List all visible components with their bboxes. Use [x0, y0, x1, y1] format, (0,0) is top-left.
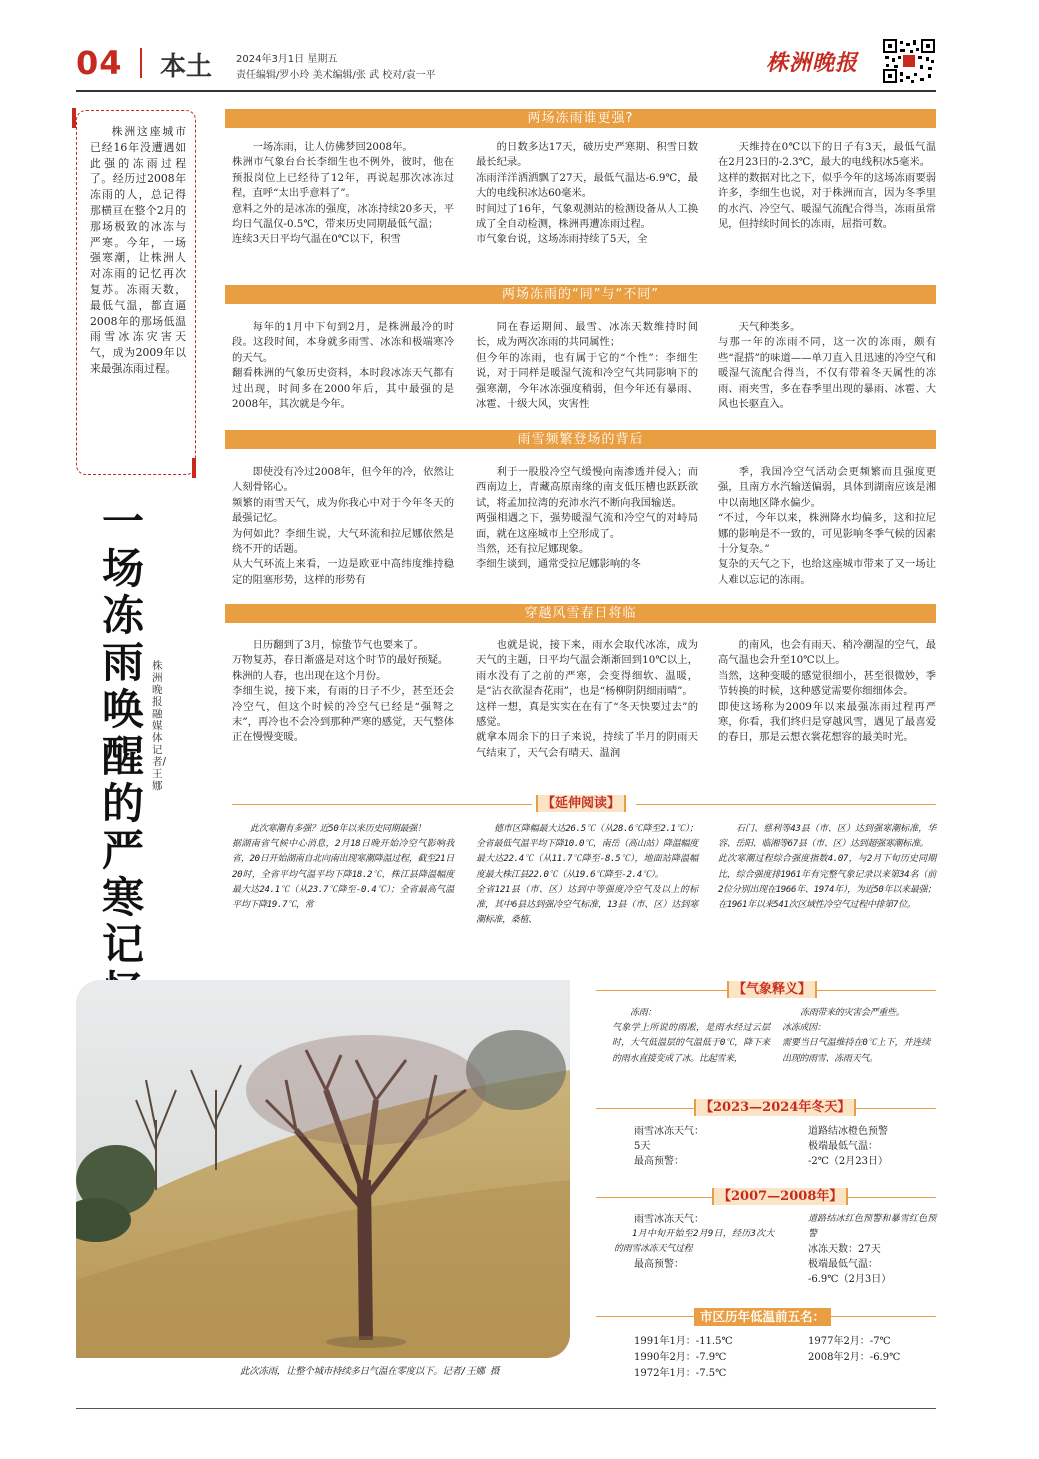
s1-col1: 一场冻雨，让人仿佛梦回2008年。 株洲市气象台台长李细生也不例外，彼时，他在预报岗位上已经待了12年，再说起那次冰冻过程，直呼“太出乎意料了”。 意料之外的是冰冻的强度，冰冻持续20多天，平均日气温仅-0.5℃，带来历史同期最低气温； 连续3天日平均气温在0℃以下，积雪: [232, 141, 454, 246]
ext-col2: 德市区降幅最大达26.5℃（从28.6℃降至2.1℃）；全省最低气温平均下降10.0℃，南岳（高山站）降温幅度最大达22.4℃（从11.7℃降至-8.5℃），地面站降温幅度最大株江县22.0℃（从19.6℃降至-2.4℃）。 全省121县（市、区）达到中等强度冷空气及以上的标准，其中6县达到强冷空气标准，13县（市、区）达到寒潮标准，桑植、: [476, 824, 698, 926]
byline: 株洲晚报融媒体记者/王娜: [152, 660, 167, 792]
extended-rule-right: [636, 804, 936, 805]
section-name: 本土: [160, 52, 213, 82]
glossary-title: 【气象释义】: [727, 981, 817, 998]
s2-col1: 每年的1月中下旬到2月，是株洲最冷的时段。这段时间，本身就多雨雪、冰冻和极端寒冷的天气。 翻看株洲的气象历史资料，本时段冰冻天气都有过出现，时间多在2000年后，其中最强的是2008年，其次就是今年。: [232, 321, 454, 411]
w2007-title: 【2007—2008年】: [712, 1188, 848, 1205]
s1-col3: 天维持在0℃以下的日子有3天，最低气温在2月23日的-2.3℃，最大的电线积冰5毫米。 这样的数据对比之下，似乎今年的这场冻雨要弱许多，李细生也说，对于株洲而言，因为冬季里的水汽、冷空气、暖湿气流配合得当，冻雨虽常见，但持续时间长的冻雨，屈指可数。: [718, 141, 936, 231]
extended-rule-left: [232, 804, 532, 805]
section-bar-3: 雨雪频繁登场的背后: [225, 430, 936, 449]
w2007-left: [614, 1212, 774, 1272]
w2023-label-days: 雨雪冰冻天气：: [634, 1126, 704, 1137]
s2-col2: 同在春运期间、最雪、冰冻天数维持时间长，成为两次冻雨的共同属性； 但今年的冻雨，也有属于它的“个性”：李细生说，对于同样是暖湿气流和冷空气共同影响下的强寒潮，今年冰冻强度稍弱，但今年还有暴雨、冰雹、十级大风，灾害性: [476, 321, 698, 411]
top5-item-4: 2008年2月：-6.9℃: [808, 1352, 901, 1363]
w2007-value-min: -6.9℃（2月3日）: [808, 1274, 892, 1286]
logo-text: 株洲晚报: [766, 50, 859, 76]
w2007-right: [808, 1212, 936, 1287]
top5-item-5: 1972年1月：-7.5℃: [634, 1368, 727, 1379]
section-bar-4: 穿越风雪春日将临: [225, 604, 936, 623]
s1-col2: 的日数多达17天，破历史严寒期、积雪日数最长纪录。 冻雨洋洋洒洒飘了27天，最低气温达-6.9℃，最大的电线积冰达60毫米。 时间过了16年，气象观测站的检测设备从人工换成了全自动检测，株洲再遭冻雨过程。 市气象台说，这场冻雨持续了5天，全: [476, 141, 698, 246]
date-line: 2024年3月1日 星期五: [236, 54, 338, 65]
photo: [76, 980, 570, 1358]
s3-col3: 季，我国冷空气活动会更频繁而且强度更强，且南方水汽输送偏弱，具体到湖南应该是湘中以南地区降水偏少。 “不过，今年以来，株洲降水均偏多，这和拉尼娜的影响是不一致的，可见影响冬季气候的因素十分复杂。” 复杂的天气之下，也给这座城市带来了又一场让人难以忘记的冻雨。: [718, 466, 936, 586]
s3-col2: 利于一股股冷空气缓慢向南渗透并侵入；而西南边上，青藏高原南缘的南支低压槽也跃跃欲试，将孟加拉湾的充沛水汽不断向我国输送。 两强相遇之下，强势暖湿气流和冷空气的对峙局面，就在这座城市上空形成了。 当然，还有拉尼娜现象。 李细生谈到，通常受拉尼娜影响的冬: [476, 466, 698, 571]
ext-col1: 此次寒潮有多强？近50年以来历史同期最强！ 据湖南省气候中心消息，2月18日晚开始冷空气影响我省，20日开始湖南自北向南出现寒潮降温过程，截至21日20时，全省平均气温平均下降18.2℃，株江县降温幅度最大达24.1℃（从23.7℃降至-0.4℃）；全省最高气温平均下降19.7℃，常: [232, 824, 454, 911]
w2023-value-days: 5天: [634, 1141, 651, 1152]
w2007-label-warning: 最高预警：: [634, 1259, 684, 1271]
top5-title: 市区历年低温前五名：: [694, 1308, 831, 1326]
s4-col1: 日历翻到了3月，惊蛰节气也要来了。 万物复苏，春日渐盛是对这个时节的最好预疑。 株洲的人春，也出现在这个月份。 李细生说，接下来，有雨的日子不少，甚至还会冷空气，但这个时候的冷空气已经是“强弩之末”，再冷也不会冷到那种严寒的感觉，天气整体正在慢慢变暖。: [232, 639, 454, 744]
w2007-desc: 1月中旬开始至2月9日，经历3次大的雨雪冰冻天气过程: [614, 1229, 774, 1255]
top5-item-2: 1977年2月：-7℃: [808, 1336, 891, 1347]
page-header: [76, 38, 936, 90]
glossary-col2: 冻雨带来的灾害会严重些。 冰冻成因： 需要当日气温维持在0℃上下，并连续出现的雨雪、冻雨天气。: [782, 1008, 930, 1064]
glossary-col1: 冻雨： 气象学上所说的雨凇，是雨水经过云层时，大气低温层的气温低于0℃，降下来的雨水直接变成了冰。比起雪来，: [612, 1008, 770, 1064]
w2007-freeze-days: 冰冻天数：27天: [808, 1244, 881, 1256]
w2007-label-min: 极端最低气温：: [808, 1259, 878, 1271]
header-rule: [76, 90, 936, 92]
top5-item-1: 1991年1月：-11.5℃: [634, 1336, 733, 1347]
w2007-label-days: 雨雪冰冻天气：: [634, 1214, 704, 1225]
header-divider: [140, 48, 142, 78]
s4-col3: 的南风，也会有雨天、稍冷潮湿的空气，最高气温也会升至10℃以上。 当然，这种变暖的感觉很细小，甚至很微妙，季节转换的时候，这种感觉需要你细细体会。 即使这场称为2009年以来最强冻雨过程再严寒，你看，我们终归是穿越风雪，遇见了最喜爱的春日，那是云想衣裳花想容的最美时光。: [718, 639, 936, 744]
editors-line: 责任编辑/罗小玲 美术编辑/张 武 校对/袁一平: [236, 70, 436, 81]
section-bar-2: 两场冻雨的“同”与“不同”: [225, 285, 936, 304]
w2023-title: 【2023—2024年冬天】: [694, 1099, 856, 1116]
w2007-warning: 道路结冰红色预警和暴雪红色预警: [808, 1214, 936, 1240]
s4-col2: 也就是说，接下来，雨水会取代冰冻，成为天气的主题，日平均气温会渐渐回到10℃以上，雨水没有了之前的严寒，会变得细软、温暖，是“沾衣欲湿杏花雨”，也是“杨柳阴阴细雨晴”。 这样一想，真是实实在在有了“冬天快要过去”的感觉。 就拿本周余下的日子来说，持续了半月的阴雨天气结束了，天气会有晴天、温润: [476, 639, 698, 759]
s3-col1: 即使没有冷过2008年，但今年的冷，依然让人刻骨铭心。 频繁的雨雪天气，成为你我心中对于今年冬天的最强记忆。 为何如此？李细生说，大气环流和拉尼娜依然是绕不开的话题。 从大气环流上来看，一边是欧亚中高纬度维持稳定的阻塞形势，这样的形势有: [232, 466, 454, 586]
w2023-right: [808, 1124, 936, 1169]
top5-item-3: 1990年2月：-7.9℃: [634, 1352, 727, 1363]
ext-col3: 石门、慈利等43县（市、区）达到强寒潮标准，华容、岳阳、临湘等67县（市、区）达到超强寒潮标准。 此次寒潮过程综合强度指数4.07，与2月下旬历史同期比，综合强度排1961年有完整气象记录以来第34名（前2位分别出现在1966年、1974年），为近50年以来最强；在1961年以来541次区域性冷空气过程中排第7位。: [718, 824, 936, 911]
lead-corner-bottom: [192, 458, 196, 478]
s2-col3: 天气种类多。 与那一年的冻雨不同，这一次的冻雨，颇有些“混搭”的味道——单刀直入且迅速的冷空气和暖湿气流配合得当，不仅有带着冬天属性的冻雨、雨夹雪，多在春季里出现的暴雨、冰雹、大风也长驱直入。: [718, 321, 936, 411]
photo-caption: 此次冻雨，让整个城市持续多日气温在零度以下。记者/王娜 摄: [240, 1366, 500, 1377]
w2023-label-warning: 最高预警：: [634, 1156, 684, 1167]
qr-code-icon: [882, 38, 936, 84]
w2023-left: [634, 1124, 784, 1169]
w2023-warning: 道路结冰橙色预警: [808, 1126, 888, 1137]
w2023-label-min: 极端最低气温：: [808, 1141, 878, 1152]
headline: 一场冻雨唤醒的严寒记: [102, 497, 145, 969]
logo: [766, 46, 866, 78]
lead-corner-top: [72, 108, 76, 128]
section-bar-1: 两场冻雨谁更强?: [225, 109, 936, 128]
lead-text: 株洲这座城市已经16年没遭遇如此强的冻雨过程了。经历过2008年冻雨的人，总记得那横亘在整个2月的那场极致的冰冻与严寒。今年，一场强寒潮，让株洲人对冻雨的记忆再次复苏。冻雨天数，最低气温，都直逼2008年的那场低温雨雪冰冻灾害天气，成为2009年以来最强冻雨过程。: [90, 125, 186, 375]
footer-rule: [76, 1408, 936, 1409]
page-number: 04: [76, 44, 123, 82]
extended-title: 【延伸阅读】: [536, 795, 626, 812]
w2023-value-min: -2℃（2月23日）: [808, 1156, 889, 1167]
